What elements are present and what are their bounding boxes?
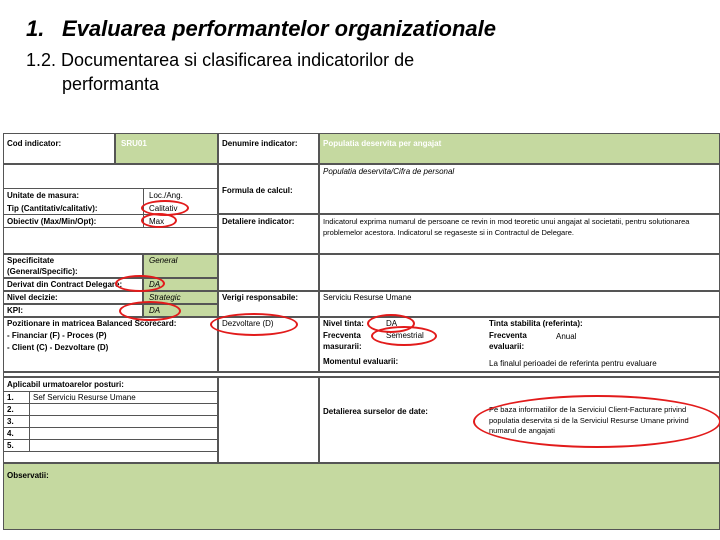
tip-value: Calitativ	[149, 204, 178, 213]
detaliere-value: Indicatorul exprima numarul de persoane ce revin in mod teoretic unui angajat al societatii, pentru solutionarea problemelor acestora. Indicatorul se regaseste si in Contractul de Delegare.	[323, 217, 690, 237]
slide-title	[26, 16, 496, 42]
frecventa-evaluarii-value: Anual	[556, 332, 577, 341]
verigi-label: Verigi responsabile:	[222, 293, 299, 302]
annotation-circle-semestrial	[371, 326, 437, 346]
aplicabil-label: Aplicabil urmatoarelor posturi:	[7, 380, 124, 389]
pozitionare-line-3: - Client (C) - Dezvoltare (D)	[7, 343, 109, 352]
verigi-value: Serviciu Resurse Umane	[323, 293, 412, 302]
frecventa-evaluarii-label-1: Frecventa	[489, 331, 527, 340]
detalierea-surse-label: Detalierea surselor de date:	[323, 407, 428, 416]
specificitate-value: General	[149, 256, 178, 265]
annotation-circle-surse	[473, 395, 720, 448]
derivat-label: Derivat din Contract Delegare:	[7, 280, 123, 289]
frecventa-masurarii-label-1: Frecventa	[323, 331, 361, 340]
nivel-label: Nivel decizie:	[7, 293, 58, 302]
nivel-tinta-label: Nivel tinta:	[323, 319, 364, 328]
pozitionare-label: Pozitionare in matricea Balanced Scorecard:	[7, 319, 177, 328]
denumire-value: Populatia deservita per angajat	[323, 139, 442, 148]
detaliere-label: Detaliere indicator:	[222, 217, 295, 226]
unitate-label: Unitate de masura:	[7, 191, 80, 200]
unitate-value: Loc./Ang.	[149, 191, 183, 200]
frecventa-masurarii-value: Semestrial	[386, 331, 424, 340]
kpi-value: DA	[149, 306, 161, 315]
subtitle-line-2: performanta	[62, 74, 160, 94]
specificitate-label-2: (General/Specific):	[7, 267, 78, 276]
spec-right-cell	[319, 254, 720, 291]
denumire-label: Denumire indicator:	[222, 139, 298, 148]
post-1-value: Sef Serviciu Resurse Umane	[33, 393, 136, 402]
pozitionare-line-2: - Financiar (F) - Proces (P)	[7, 331, 107, 340]
cod-value: SRU01	[121, 139, 147, 148]
kpi-label: KPI:	[7, 306, 23, 315]
observatii-cell	[3, 463, 720, 530]
subtitle-line-1: 1.2. Documentarea si clasificarea indicatorilor de	[26, 50, 415, 70]
detalierea-surse-value: Pe baza informatiilor de la Serviciul Client-Facturare privind populatia deservita si de la Serviciul Resurse Umane privind numarul de angajati	[489, 405, 689, 435]
tinta-stabilita-label: Tinta stabilita (referinta):	[489, 319, 583, 328]
title-number: 1.	[26, 16, 45, 41]
formula-label: Formula de calcul:	[222, 186, 293, 195]
momentul-label: Momentul evaluarii:	[323, 357, 399, 366]
post-1-number: 1.	[7, 393, 14, 402]
post-5-number: 5.	[7, 441, 14, 450]
obiectiv-value: Max	[149, 217, 165, 226]
frecventa-masurarii-label-2: masurarii:	[323, 342, 362, 351]
post-4-number: 4.	[7, 429, 14, 438]
observatii-label: Observatii:	[7, 471, 49, 480]
formula-value: Populatia deservita/Cifra de personal	[323, 167, 455, 176]
spec-middle-cell	[218, 254, 319, 291]
obiectiv-label: Obiectiv (Max/Min/Opt):	[7, 217, 97, 226]
derivat-value: DA	[149, 280, 161, 289]
annotation-circle-max	[141, 213, 177, 228]
post-2-number: 2.	[7, 405, 14, 414]
pozitionare-value: Dezvoltare (D)	[222, 319, 274, 328]
frecventa-evaluarii-label-2: evaluarii:	[489, 342, 525, 351]
nivel-value: Strategic	[149, 293, 181, 302]
title-text: Evaluarea performantelor organizationale	[62, 16, 497, 41]
tip-label: Tip (Cantitativ/calitativ):	[7, 204, 98, 213]
post-3-number: 3.	[7, 417, 14, 426]
surse-middle-cell	[218, 377, 319, 463]
slide-subtitle	[26, 48, 566, 96]
annotation-circle-dezvoltare	[210, 313, 298, 336]
specificitate-label-1: Specificitate	[7, 256, 55, 265]
cod-label: Cod indicator:	[7, 139, 62, 148]
momentul-value: La finalul perioadei de referinta pentru evaluare	[489, 359, 657, 368]
annotation-circle-derivat	[115, 275, 165, 292]
annotation-circle-kpi	[119, 301, 181, 321]
nivel-tinta-value: DA	[386, 319, 398, 328]
indicator-form	[3, 133, 720, 530]
